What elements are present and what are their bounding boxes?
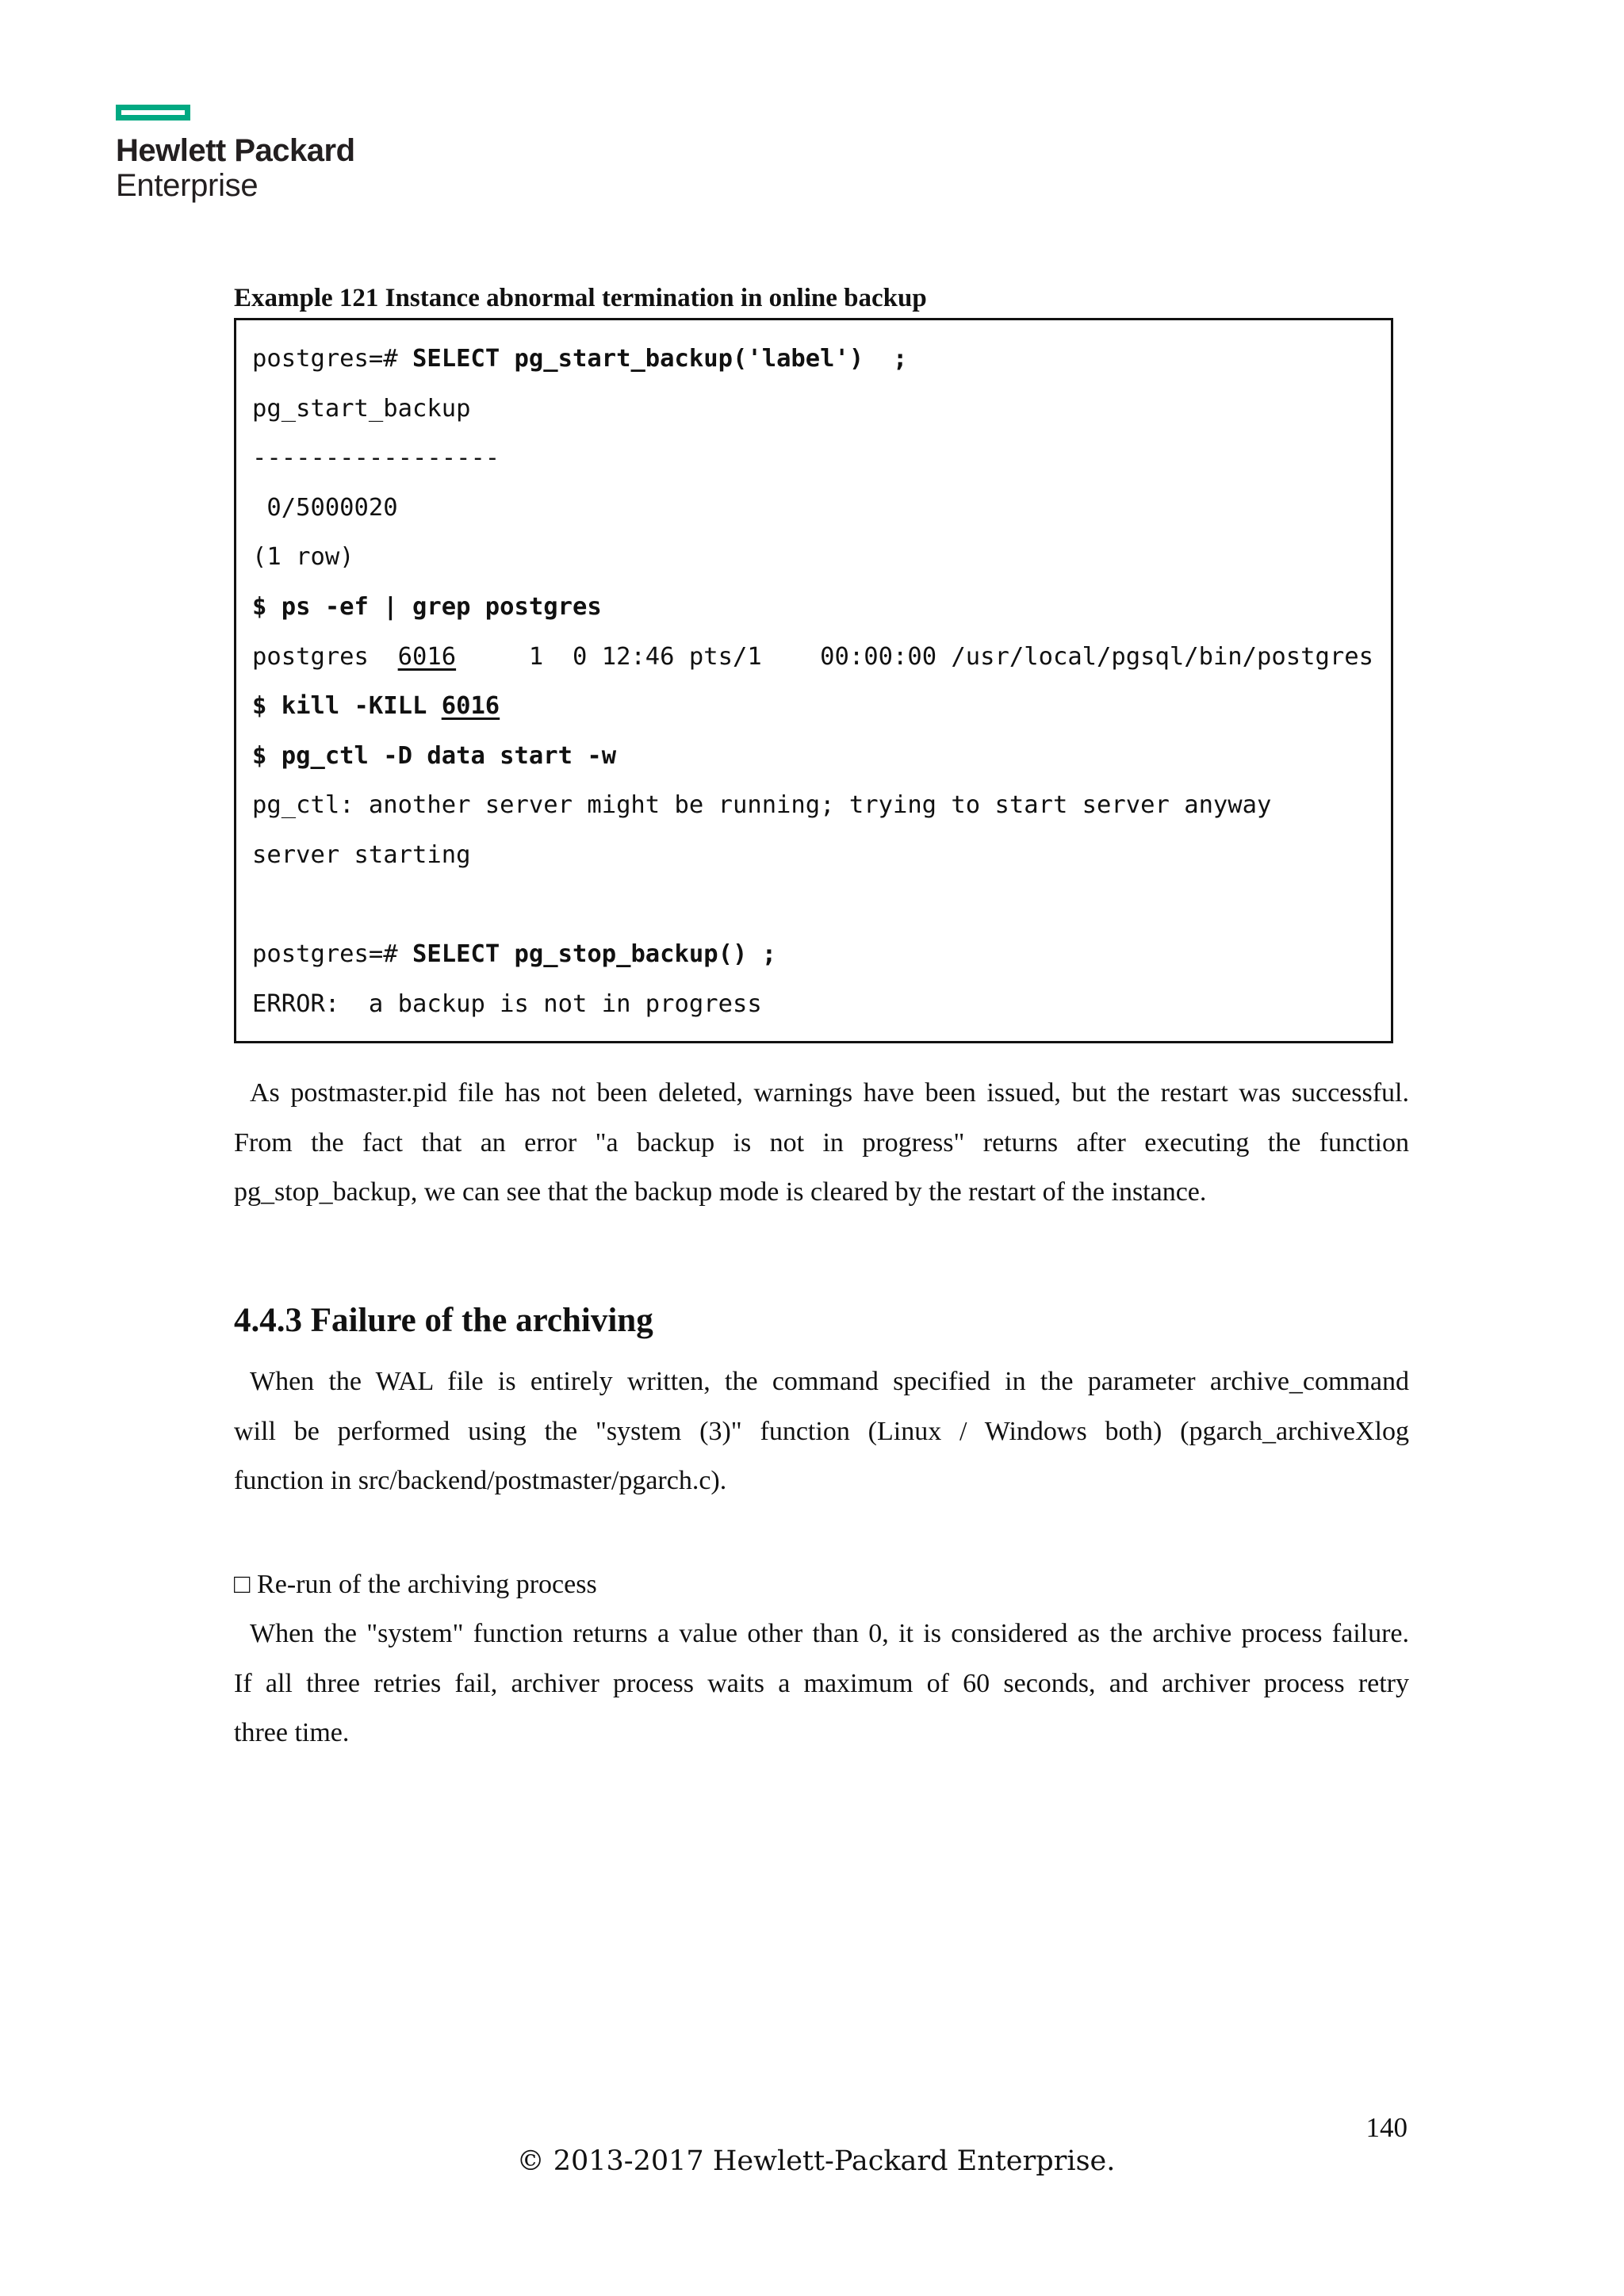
- paragraph-postmaster: [234, 1069, 1409, 1218]
- code-line: (1 row): [252, 543, 354, 572]
- pid-value: 6016: [441, 692, 500, 721]
- code-line: ERROR: a backup is not in progress: [252, 989, 762, 1018]
- code-line: server starting: [252, 840, 471, 869]
- paragraph-line: When the "system" function returns a value other than 0, it is considered as the archive process failure.: [250, 1619, 1409, 1648]
- hpe-logo: [116, 105, 355, 203]
- paragraph-line: function in src/backend/postmaster/pgarch.c).: [234, 1466, 727, 1495]
- code-line-blank: [252, 881, 1391, 931]
- paragraph-line: If all three retries fail, archiver process waits a maximum of 60 seconds, and archiver process retry: [234, 1668, 1409, 1698]
- paragraph-line: As postmaster.pid file has not been deleted, warnings have been issued, but the restart was successful.: [250, 1078, 1409, 1108]
- code-line: $ ps -ef | grep postgres: [252, 592, 602, 621]
- logo-text-line2: Enterprise: [116, 168, 259, 203]
- code-block: [234, 318, 1393, 1043]
- paragraph-line: three time.: [234, 1718, 350, 1747]
- pid-value: 6016: [397, 642, 457, 671]
- section-heading: 4.4.3 Failure of the archiving: [234, 1302, 653, 1339]
- logo-text-line1: Hewlett Packard: [116, 133, 355, 168]
- paragraph-system: [234, 1609, 1409, 1758]
- copyright-notice: © 2013-2017 Hewlett-Packard Enterprise.: [516, 2145, 1116, 2177]
- code-line: postgres 6016 1 0 12:46 pts/1 00:00:00 /usr/local/pgsql/bin/postgres: [252, 642, 1373, 671]
- paragraph-line: From the fact that an error "a backup is not in progress" returns after executing the function: [234, 1127, 1409, 1158]
- code-line: 0/5000020: [252, 493, 398, 522]
- example-caption: Example 121 Instance abnormal termination in online backup: [234, 284, 927, 312]
- code-line: $ kill -KILL 6016: [252, 692, 500, 721]
- subsection-title: [234, 1560, 597, 1610]
- code-line: $ pg_ctl -D data start -w: [252, 741, 617, 770]
- code-line: postgres=# SELECT pg_stop_backup() ;: [252, 940, 777, 969]
- paragraph-line: When the WAL file is entirely written, the command specified in the parameter archive_command: [250, 1367, 1409, 1396]
- paragraph-line: will be performed using the "system (3)" function (Linux / Windows both) (pgarch_archiveXlog: [234, 1416, 1409, 1446]
- hpe-logo-bar-icon: [116, 105, 190, 121]
- code-line: -----------------: [252, 444, 500, 473]
- code-line: postgres=# SELECT pg_start_backup('label') ;: [252, 345, 908, 373]
- subsection-title-text: Re-run of the archiving process: [257, 1570, 597, 1599]
- paragraph-wal: [234, 1357, 1409, 1506]
- square-bullet-icon: □: [234, 1570, 251, 1599]
- code-line: pg_ctl: another server might be running; trying to start server anyway: [252, 791, 1272, 820]
- code-line: pg_start_backup: [252, 394, 471, 423]
- page-number: 140: [1365, 2112, 1408, 2143]
- paragraph-line: pg_stop_backup, we can see that the backup mode is cleared by the restart of the instance.: [234, 1177, 1207, 1207]
